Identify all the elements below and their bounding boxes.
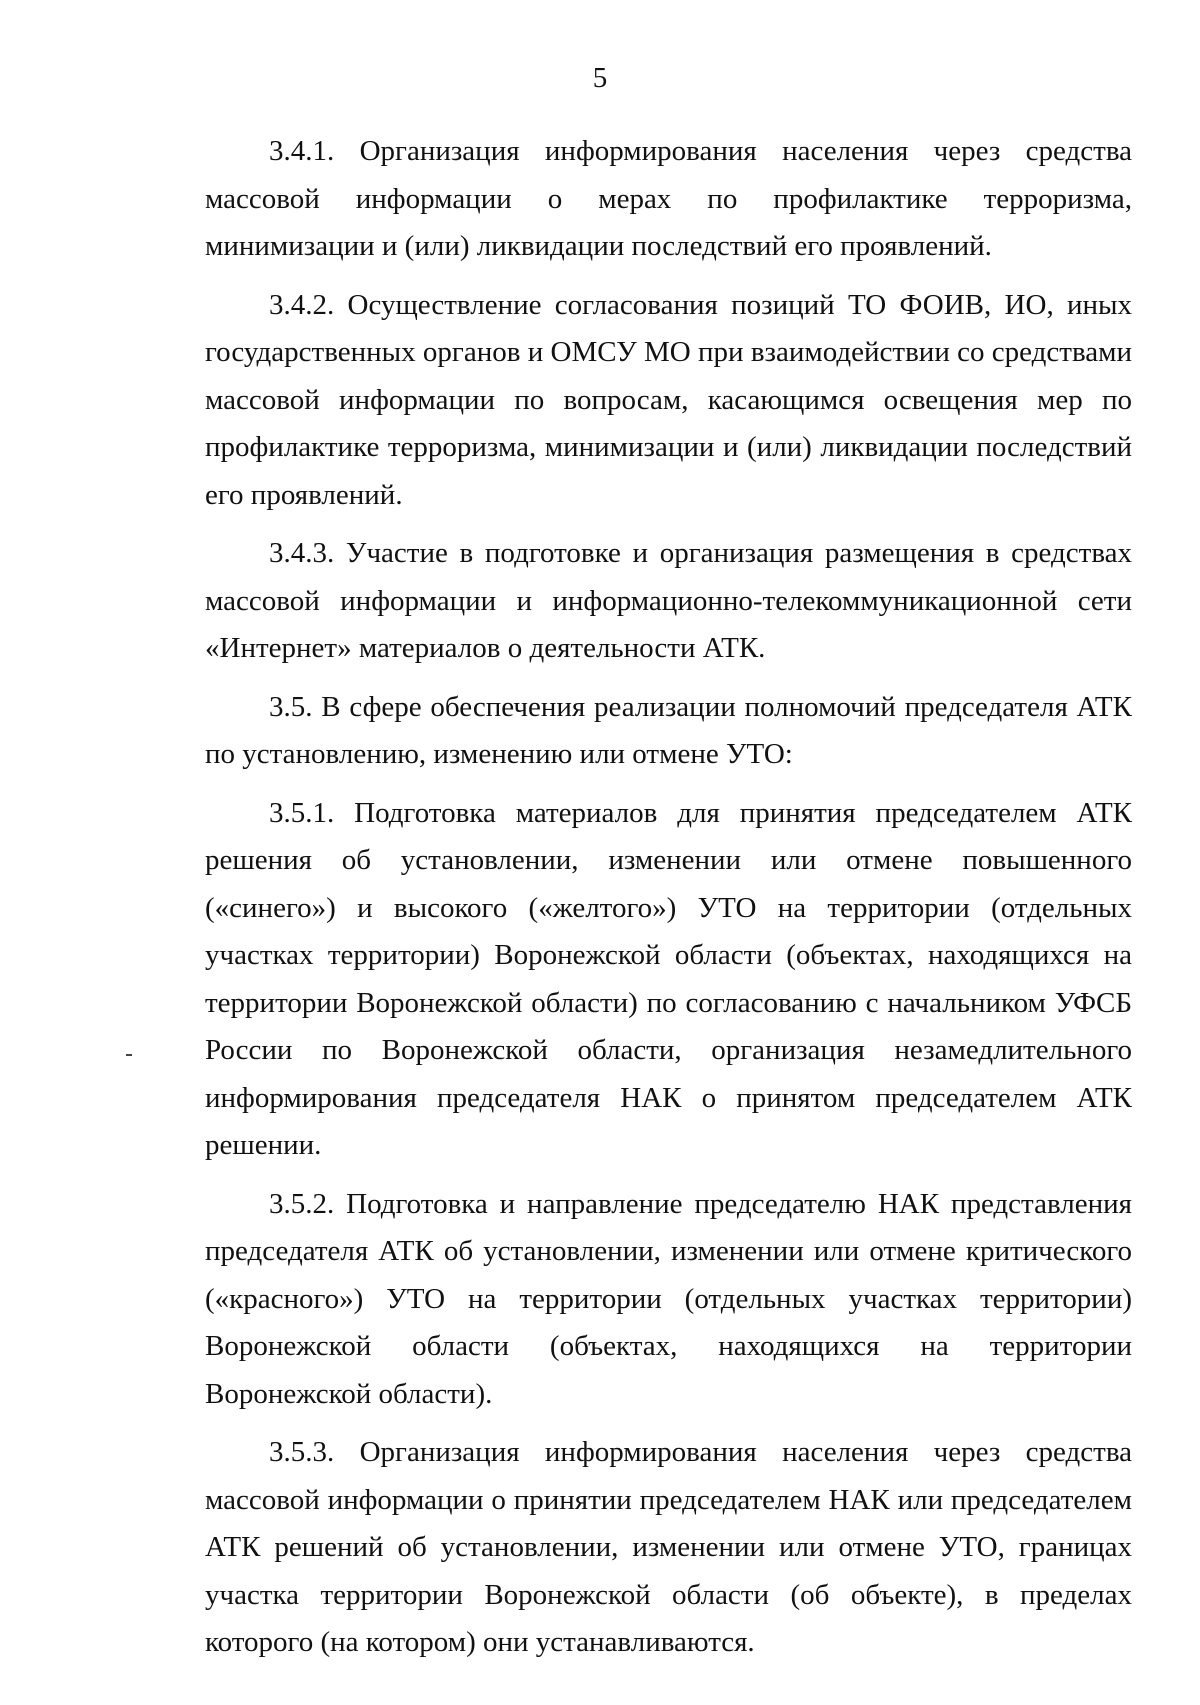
paragraph-3-4-2: 3.4.2. Осуществление согласования позиций ТО ФОИВ, ИО, иных государственных органов и ОМСУ МО при взаимодействии со средствами массовой информации по вопросам, касающимся освещения мер по профилактике терроризма, минимизации и (или) ликвидации последствий его проявлений. <box>205 288 1132 511</box>
paragraph-3-5: 3.5. В сфере обеспечения реализации полномочий председателя АТК по установлению, изменению или отмене УТО: <box>205 690 1132 770</box>
paragraph-3-5-1: 3.5.1. Подготовка материалов для принятия председателем АТК решения об установлении, изменении или отмене повышенного («синего») и высокого («желтого») УТО на территории (отдельных участках территории) Воронежской области (объектах, находящихся на территории Воронежской области) по согласованию с начальником УФСБ России по Воронежской области, организация незамедлительного информирования председателя НАК о принятом председателем АТК решении. <box>205 796 1132 1161</box>
document-body <box>205 128 1132 1667</box>
page-number: 5 <box>592 62 608 94</box>
margin-mark <box>126 1054 132 1056</box>
paragraph-3-4-3: 3.4.3. Участие в подготовке и организация размещения в средствах массовой информации и информационно-телекоммуникационной сети «Интернет» материалов о деятельности АТК. <box>205 537 1132 664</box>
paragraph-3-4-1: 3.4.1. Организация информирования населения через средства массовой информации о мерах по профилактике терроризма, минимизации и (или) ликвидации последствий его проявлений. <box>205 135 1132 262</box>
paragraph-3-5-3: 3.5.3. Организация информирования населения через средства массовой информации о принятии председателем НАК или председателем АТК решений об установлении, изменении или отмене УТО, границах участка территории Воронежской области (об объекте), в пределах которого (на котором) они устанавливаются. <box>205 1436 1132 1658</box>
paragraph-3-5-2: 3.5.2. Подготовка и направление председателю НАК представления председателя АТК об установлении, изменении или отмене критического («красного») УТО на территории (отдельных участках территории) Воронежской области (объектах, находящихся на территории Воронежской области). <box>205 1187 1132 1410</box>
